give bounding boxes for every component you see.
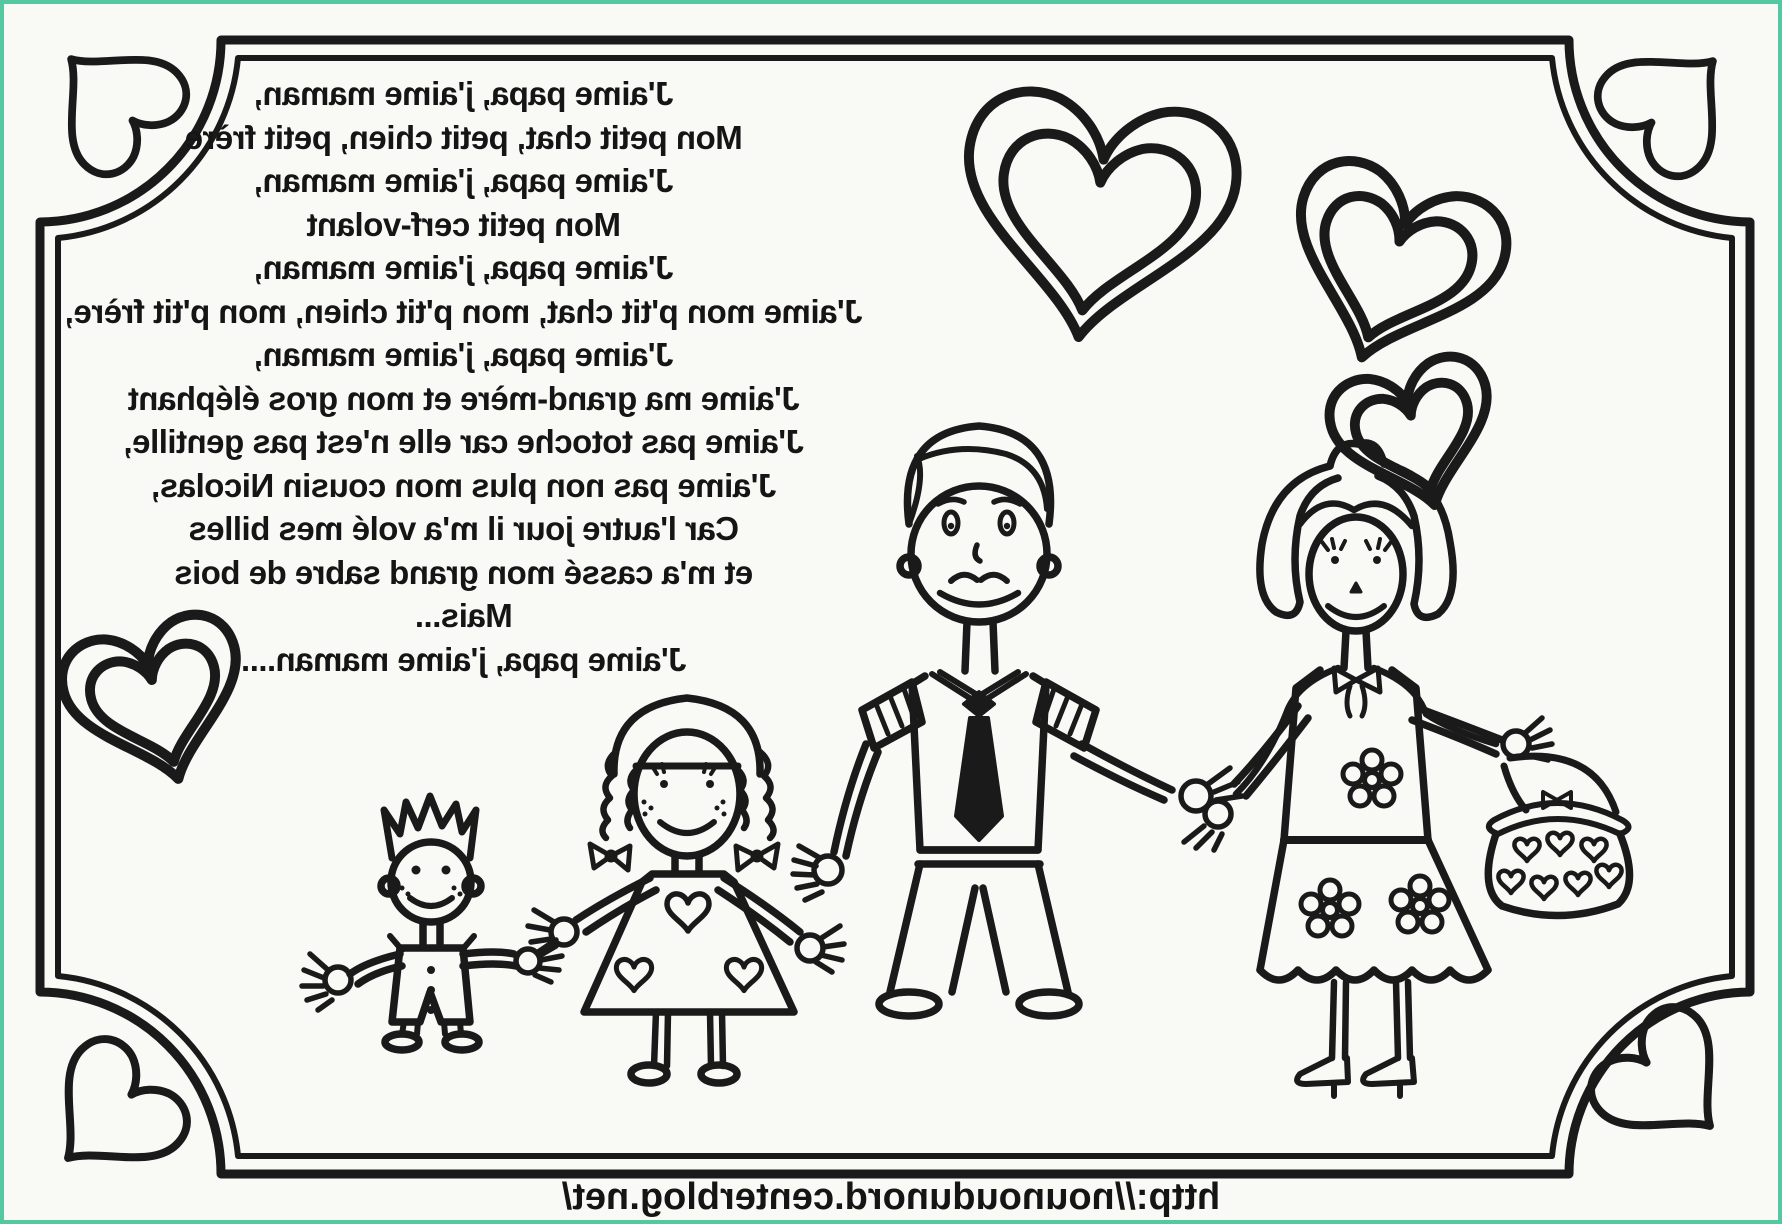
dad-smile	[940, 593, 1018, 605]
girl-dress-hem-heart-left	[616, 959, 651, 990]
boy-figure	[302, 796, 562, 1050]
footer	[4, 1176, 1778, 1224]
big-heart-top-center	[946, 84, 1245, 356]
dad-nose	[975, 545, 980, 561]
poem-line: Mais...	[415, 597, 513, 634]
mom-skirt-hem	[1260, 970, 1488, 980]
mom-eyelashes	[1322, 539, 1391, 550]
mom-skirt	[1260, 840, 1488, 970]
mom-hair	[1260, 464, 1453, 617]
girl-right-hand	[797, 926, 844, 972]
girl-right-pigtail	[738, 752, 774, 838]
boy-left-shoe	[385, 1034, 419, 1050]
dad-eyebrows	[938, 499, 1020, 504]
dad-mustache	[951, 575, 1007, 581]
girl-left-pigtail	[602, 752, 636, 838]
mom-neck	[1344, 631, 1368, 668]
poem-line: J'aime papa, j'aime maman,	[254, 336, 674, 373]
girl-left-bow	[590, 844, 630, 870]
girl-legs	[654, 1012, 723, 1066]
girl-smile	[660, 822, 714, 833]
girl-left-shoe	[631, 1065, 667, 1083]
poem-line: J'aime pas non plus mon cousin Nicolas,	[151, 466, 777, 504]
poem-line: Car l'autre jour il m'a volé mes billes	[188, 510, 740, 547]
dad-neck	[965, 622, 995, 671]
poem-line: J'aime pas totoche car elle n'est pas gentille,	[124, 423, 804, 460]
poem-line: Mon petit cerf-volant	[307, 205, 622, 243]
boy-face	[391, 842, 471, 922]
corner-heart-bottom-right	[1579, 995, 1758, 1174]
boy-left-hand	[302, 954, 351, 1010]
poem-line: J'aime papa, j'aime maman....	[241, 640, 687, 678]
poem-line: J'aime mon p'tit chat, mon p'tit chien, mon p'tit frère,	[65, 292, 863, 330]
poem-line: J'aime papa, j'aime maman,	[254, 162, 674, 199]
girl-dress-chest-heart	[667, 894, 709, 931]
poem-line: J'aime papa, j'aime maman,	[254, 249, 674, 286]
mom-smile	[1328, 606, 1384, 617]
mom-skirt-flower-right	[1391, 876, 1449, 932]
purse-hearts	[1498, 833, 1621, 899]
dad-pants	[890, 864, 1068, 992]
mom-right-shoe	[1363, 1058, 1414, 1096]
mom-bodice	[1284, 670, 1428, 840]
mom-face	[1309, 517, 1403, 631]
dad-tie	[956, 692, 1002, 840]
girl-freckles	[642, 800, 727, 817]
mom-left-shoe	[1297, 1058, 1348, 1096]
poem-line: J'aime ma grand-mère et mon gros éléphant	[128, 379, 800, 417]
girl-dress-hem-heart-right	[726, 959, 761, 990]
mom-figure	[1234, 443, 1630, 1096]
boy-freckles	[400, 886, 463, 897]
mom-bodice-flower	[1343, 750, 1401, 806]
heart-purse	[1488, 756, 1629, 915]
mom-neck-bow	[1334, 668, 1380, 716]
poem-line: et m'a cassé mon grand sabre de bois	[174, 553, 754, 591]
boy-right-arm	[463, 952, 516, 966]
poem-text	[44, 72, 884, 681]
boy-spiky-hair	[384, 796, 476, 858]
mom-nose	[1351, 583, 1361, 592]
boy-smile	[410, 898, 452, 906]
mom-legs	[1332, 982, 1410, 1058]
dad-shirt-hem	[918, 850, 1040, 864]
dad-right-shoe	[1019, 992, 1079, 1016]
girl-right-bow	[736, 844, 778, 870]
poem-line: Mon petit chat, petit chien, petit frère	[185, 118, 743, 156]
big-heart-top-right	[1262, 149, 1519, 390]
dad-left-arm	[834, 744, 878, 856]
poem-line: J'aime papa, j'aime maman,	[254, 75, 674, 112]
mom-skirt-flower-left	[1301, 880, 1359, 936]
footer-link[interactable]: http://nounoudunord.centerblog.net/	[562, 1176, 1221, 1224]
dad-right-arm	[1074, 744, 1172, 800]
girl-right-shoe	[701, 1065, 737, 1083]
purse-clasp	[1489, 803, 1629, 834]
dad-left-shoe	[879, 992, 939, 1016]
big-heart-right-middle	[1321, 348, 1512, 525]
girl-face	[634, 732, 740, 856]
boy-right-shoe	[445, 1034, 479, 1050]
